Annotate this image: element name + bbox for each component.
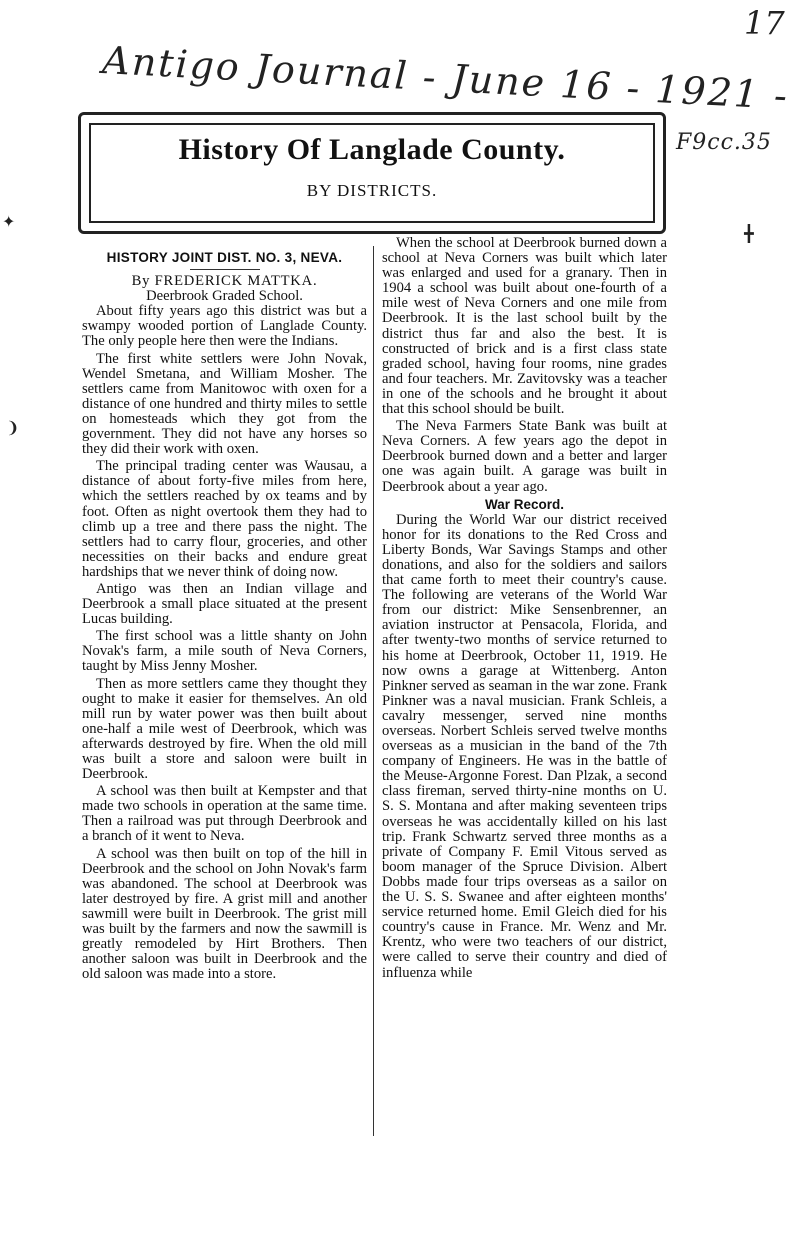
paragraph: When the school at Deerbrook burned down a school at Neva Corners was built which later was enlarged and used for a granary. Then in 1904 a school was built about one-fourth of a mile west of Neva Corners and one mile from Deerbrook. It is the last school built by the district thus far and also the best. It is constructed of brick and is a first class state graded school, having four rooms, nine grades and four teachers. Mr. Zavitovsky was a teacher in one of the schools and he brought it about that this school should be built. <box>382 235 667 418</box>
article-subhead: HISTORY JOINT DIST. NO. 3, NEVA. <box>106 250 343 265</box>
article-column-right <box>382 236 667 983</box>
paragraph: Then as more settlers came they thought they ought to make it easier for themselves. An old mill run by water power was then built about one-half a mile west of Deerbrook, which was afterwards destroyed by fire. When the old mill was built a store and saloon were built in Deerbrook. <box>82 675 367 783</box>
paragraph: Antigo was then an Indian village and Deerbrook a small place situated at the present Lucas building. <box>82 580 367 628</box>
pin-mark-icon: ✦ <box>2 214 16 231</box>
author-line: By FREDERICK MATTKA. <box>131 273 318 290</box>
paragraph: The Neva Farmers State Bank was built at Neva Corners. A few years ago the depot in Deerbrook burned down and a better and larger one was again built. A garage was built in Deerbrook about a year ago. <box>382 418 667 495</box>
divider <box>190 269 260 270</box>
archive-code: F9cc.35 <box>676 130 772 155</box>
column-divider <box>373 246 374 1136</box>
paragraph: About fifty years ago this district was but a swampy wooded portion of Langlade County. The only people here then were the Indians. <box>82 303 367 350</box>
war-record-heading: War Record. <box>484 496 565 512</box>
paragraph: A school was then built on top of the hill in Deerbrook and the school on John Novak's farm was abandoned. The school at Deerbrook was later destroyed by fire. A grist mill and another sawmill were built in Deerbrook. The grist mill was built by the farmers and now the sawmill is greatly remodeled by Hirt Brothers. Then another saloon was built in Deerbrook and the old saloon was made into a store. <box>82 845 367 983</box>
headline-box <box>78 112 666 234</box>
page-number: 17 <box>744 4 785 42</box>
pin-mark-icon: ❩ <box>6 420 20 437</box>
page-title: History Of Langlade County. <box>178 133 566 166</box>
handwritten-source-note: Antigo Journal - June 16 - 1921 - <box>101 38 791 118</box>
paragraph: The first white settlers were John Novak, Wendel Smetana, and William Mosher. The settlers came from Manitowoc with oxen for a distance of one hundred and thirty miles to settle on homesteads which they got from the government. They did not have any horses so they did their work with oxen. <box>82 350 367 458</box>
paragraph: During the World War our district received honor for its donations to the Red Cross and Liberty Bonds, War Savings Stamps and other donations, and also for the soldiers and sailors that came forth to meet their country's cause. The following are veterans of the World War from our district: Mike Sensenbrenner, an aviation instructor at Pensacola, Florida, and after twenty-two months of service returned to his home at Deerbrook, October 11, 1919. He now owns a garage at Wittenberg. Anton Pinkner served as seaman in the war zone. Frank Pinkner was a naval musician. Frank Schleis, a cavalry messenger, served nine months overseas. Norbert Schleis served twelve months overseas as a musician in the band of the 7th company of Engineers. He was in the battle of the Meuse-Argonne Forest. Dan Plzak, a second class fireman, served thirty-nine months on U. S. S. Montana and after making seventeen trips overseas he was accidentally killed on his last trip. Frank Schwartz served three months as a private of Company F. Emil Vitous served as boom manager of the Spruce Division. Albert Dobbs made four trips overseas as a sailor on the U. S. S. Swanee and after eighteen months' service returned home. Emil Gleich died for his country's cause in France. Mr. Wenz and Mr. Krentz, who were two teachers of our district, were called to serve their country and died of influenza while <box>382 511 667 981</box>
paragraph: A school was then built at Kempster and that made two schools in operation at the same time. Then a railroad was put through Deerbrook and a branch of it went to Neva. <box>82 783 367 845</box>
pin-mark-icon: ╋ <box>744 226 754 243</box>
paragraph: The first school was a little shanty on John Novak's farm, a mile south of Neva Corners, taught by Miss Jenny Mosher. <box>82 628 367 675</box>
school-line: Deerbrook Graded School. <box>146 288 303 305</box>
series-byline: BY DISTRICTS. <box>306 181 438 200</box>
article-column-left <box>82 236 367 984</box>
paragraph: The principal trading center was Wausau, a distance of about forty-five miles from here, which the settlers reached by ox teams and by foot. Often as night overtook them they had to climb up a tree and there pass the night. The settlers had to carry flour, groceries, and other necessities on their backs and endure great hardships that we never think of doing now. <box>82 458 367 580</box>
